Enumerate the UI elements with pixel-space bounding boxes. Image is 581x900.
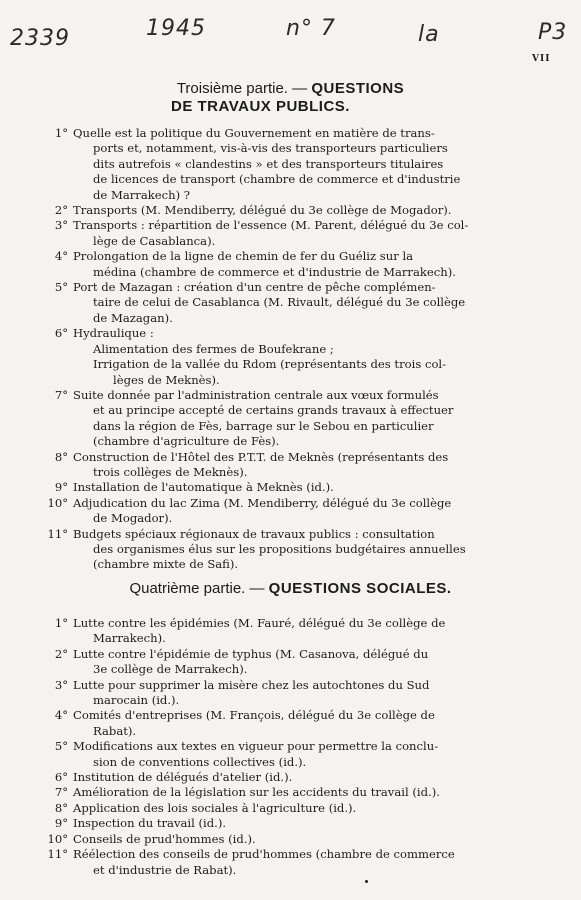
item-line: Réélection des conseils de prud'hommes (chambre de commerce [73, 847, 455, 862]
item-line: de Mazagan). [93, 310, 173, 325]
handwritten-ref: 2339 [10, 26, 70, 51]
item-text [73, 326, 564, 388]
part3-title-a: QUESTIONS [311, 80, 405, 97]
item-line: Installation de l'automatique à Meknès (id.). [73, 480, 334, 495]
item-number: 7° [54, 785, 68, 800]
item-text [73, 527, 564, 573]
item-line: dans la région de Fès, barrage sur le Sebou en particulier [93, 418, 434, 433]
list-item [28, 847, 564, 878]
list-item [28, 126, 564, 203]
part3-heading-line1 [0, 80, 581, 98]
list-item [28, 832, 564, 847]
item-text [73, 280, 564, 326]
item-line: Application des lois sociales à l'agriculture (id.). [73, 800, 357, 815]
item-line: ports et, notamment, vis-à-vis des transporteurs particuliers [93, 141, 448, 156]
item-number: 3° [54, 218, 68, 233]
item-line: Prolongation de la ligne de chemin de fer du Guéliz sur la [73, 249, 414, 264]
list-item [28, 678, 564, 709]
item-text [73, 496, 564, 527]
item-line: Conseils de prud'hommes (id.). [73, 831, 256, 846]
handwritten-year: 1945 [146, 16, 206, 41]
item-text [73, 708, 564, 739]
list-item [28, 708, 564, 739]
item-text [73, 616, 564, 647]
list-item [28, 203, 564, 218]
list-item [28, 739, 564, 770]
part4-title-a: QUESTIONS SOCIALES. [268, 580, 452, 597]
item-line: et au principe accepté de certains grands travaux à effectuer [93, 403, 454, 418]
list-item [28, 280, 564, 326]
part4-list [28, 616, 564, 878]
list-item [28, 388, 564, 450]
list-item [28, 496, 564, 527]
list-item [28, 326, 564, 388]
item-line: Alimentation des fermes de Boufekrane ; [93, 341, 334, 356]
item-line: Adjudication du lac Zima (M. Mendiberry, délégué du 3e collège [73, 495, 452, 510]
handwritten-number: n° 7 [286, 16, 336, 41]
item-text [73, 801, 564, 816]
item-text [73, 832, 564, 847]
item-number: 4° [54, 249, 68, 264]
item-line: Transports : répartition de l'essence (M. Parent, délégué du 3e col- [73, 218, 469, 233]
item-line: Port de Mazagan : création d'un centre de pêche complémen- [73, 280, 436, 295]
item-text [73, 678, 564, 709]
item-text [73, 739, 564, 770]
item-text [73, 218, 564, 249]
item-number: 8° [54, 800, 68, 815]
item-line: Lutte pour supprimer la misère chez les autochtones du Sud [73, 677, 430, 692]
list-item [28, 785, 564, 800]
item-number: 9° [54, 480, 68, 495]
item-number: 8° [54, 449, 68, 464]
item-number: 1° [54, 616, 68, 630]
item-line: de Marrakech) ? [93, 187, 191, 202]
item-line: (chambre d'agriculture de Fès). [93, 434, 280, 449]
list-item [28, 249, 564, 280]
item-number: 4° [54, 708, 68, 723]
item-line: Construction de l'Hôtel des P.T.T. de Meknès (représentants des [73, 449, 449, 464]
item-text [73, 816, 564, 831]
page-dot [365, 880, 368, 883]
item-line: Lutte contre les épidémies (M. Fauré, délégué du 3e collège de [73, 616, 446, 630]
item-number: 10° [47, 495, 68, 510]
item-line: Institution de délégués d'atelier (id.). [73, 770, 293, 785]
list-item [28, 801, 564, 816]
item-line: Transports (M. Mendiberry, délégué du 3e collège de Mogador). [73, 203, 452, 218]
item-line: Budgets spéciaux régionaux de travaux publics : consultation [73, 526, 435, 541]
item-text [73, 847, 564, 878]
item-line: dits autrefois « clandestins » et des transporteurs titulaires [93, 156, 444, 171]
item-number: 11° [47, 847, 68, 862]
list-item [28, 218, 564, 249]
handwritten-page-code: P3 [538, 20, 568, 45]
item-number: 9° [54, 816, 68, 831]
item-line: 3e collège de Marrakech). [93, 662, 248, 677]
item-line: (chambre mixte de Safi). [93, 557, 239, 572]
item-line: marocain (id.). [93, 693, 180, 708]
item-text [73, 785, 564, 800]
item-line: Lutte contre l'épidémie de typhus (M. Casanova, délégué du [73, 646, 429, 661]
item-line: Hydraulique : [73, 326, 154, 341]
item-number: 11° [47, 526, 68, 541]
item-number: 6° [54, 770, 68, 785]
list-item [28, 527, 564, 573]
item-text [73, 647, 564, 678]
list-item [28, 816, 564, 831]
item-line: Suite donnée par l'administration centrale aux vœux formulés [73, 387, 439, 402]
list-item [28, 647, 564, 678]
item-number: 1° [54, 126, 68, 140]
item-line: Rabat). [93, 723, 137, 738]
item-line: Amélioration de la législation sur les accidents du travail (id.). [73, 785, 440, 800]
list-item [28, 770, 564, 785]
item-line: Quelle est la politique du Gouvernement en matière de trans- [73, 126, 435, 140]
part4-heading [0, 580, 581, 598]
list-item [28, 450, 564, 481]
item-number: 10° [47, 831, 68, 846]
list-item [28, 480, 564, 495]
handwritten-mark: la [418, 22, 440, 47]
item-line: trois collèges de Meknès). [93, 464, 248, 479]
item-line: médina (chambre de commerce et d'industrie de Marrakech). [93, 264, 456, 279]
item-number: 5° [54, 280, 68, 295]
item-line: Inspection du travail (id.). [73, 816, 227, 831]
item-number: 7° [54, 387, 68, 402]
part3-title-b: DE TRAVAUX PUBLICS. [171, 98, 350, 115]
item-line: Comités d'entreprises (M. François, délégué du 3e collège de [73, 708, 435, 723]
item-line: Irrigation de la vallée du Rdom (représentants des trois col- [93, 357, 447, 372]
part3-heading [0, 80, 581, 116]
item-line: sion de conventions collectives (id.). [93, 754, 307, 769]
part4-label: Quatrième partie. — [129, 580, 269, 597]
item-text [73, 126, 564, 203]
item-line: de Mogador). [93, 511, 173, 526]
item-text [73, 249, 564, 280]
part3-list [28, 126, 564, 573]
item-number: 6° [54, 326, 68, 341]
item-text [73, 480, 564, 495]
item-number: 5° [54, 739, 68, 754]
item-line: lèges de Meknès). [113, 372, 220, 387]
item-line: taire de celui de Casablanca (M. Rivault, délégué du 3e collège [93, 295, 466, 310]
item-text [73, 388, 564, 450]
page-number: VII [532, 54, 551, 64]
item-text [73, 450, 564, 481]
item-number: 2° [54, 203, 68, 218]
item-line: des organismes élus sur les propositions budgétaires annuelles [93, 541, 466, 556]
item-text [73, 203, 564, 218]
item-line: Modifications aux textes en vigueur pour permettre la conclu- [73, 739, 439, 754]
item-line: lège de Casablanca). [93, 233, 216, 248]
item-line: Marrakech). [93, 631, 166, 646]
item-line: de licences de transport (chambre de commerce et d'industrie [93, 172, 461, 187]
part3-label: Troisième partie. — [176, 80, 312, 97]
item-line: et d'industrie de Rabat). [93, 862, 237, 877]
item-number: 2° [54, 646, 68, 661]
item-number: 3° [54, 677, 68, 692]
list-item [28, 616, 564, 647]
part4-heading-line1 [0, 580, 581, 598]
item-text [73, 770, 564, 785]
